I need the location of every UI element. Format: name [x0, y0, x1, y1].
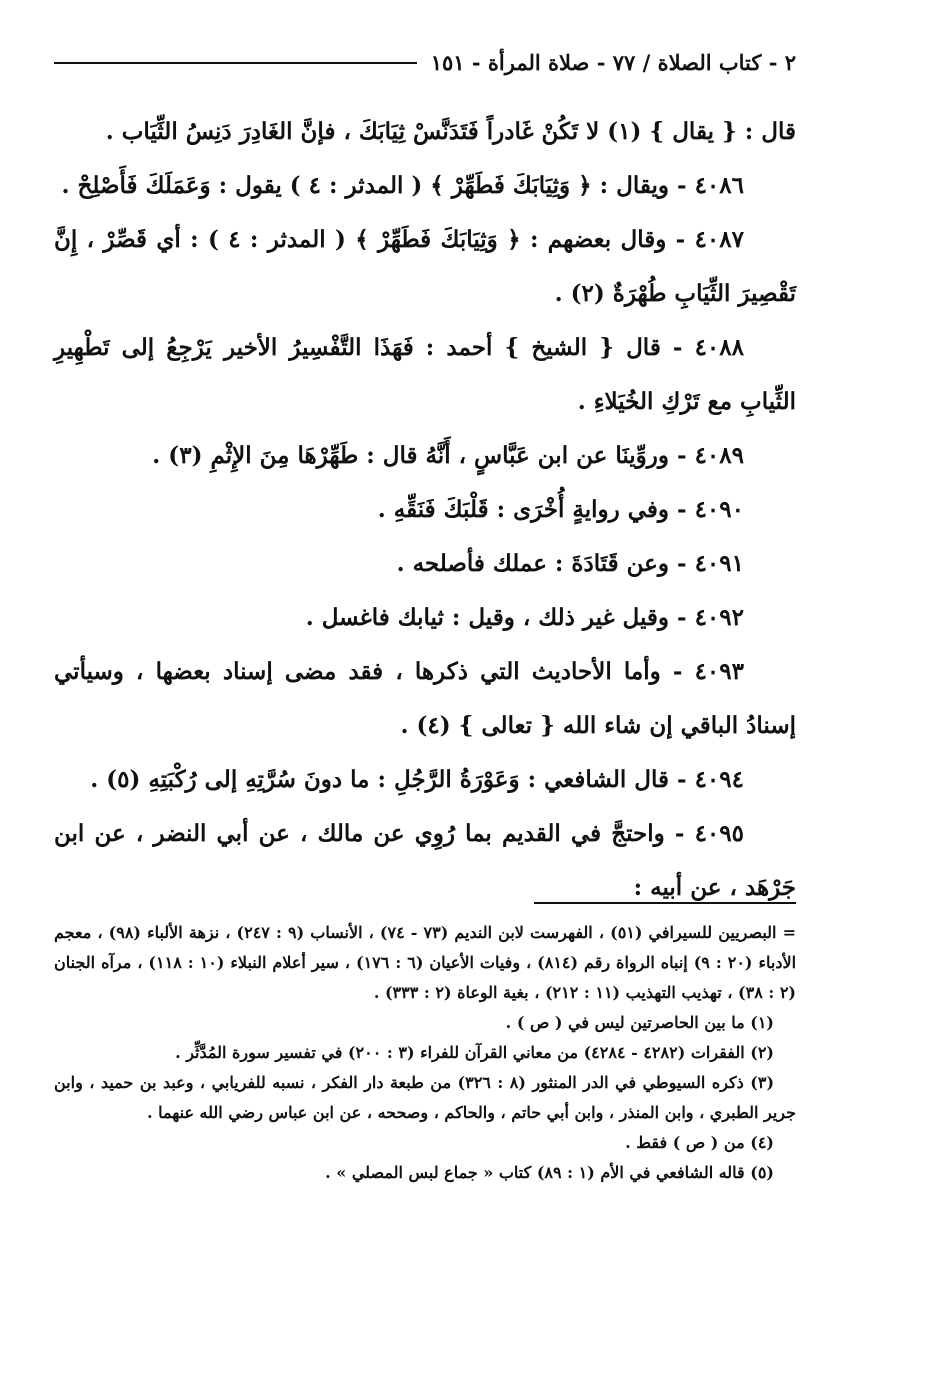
paragraph-4087	[54, 213, 796, 321]
footnote-separator	[534, 902, 796, 904]
paragraph-4090	[54, 483, 796, 537]
footnote-1: (١) ما بين الحاصرتين ليس في ( ص ) .	[505, 1013, 774, 1032]
paragraph-number: ٤٠٨٧	[694, 226, 744, 253]
footnote-4: (٤) من ( ص ) فقط .	[625, 1133, 774, 1152]
paragraph-text: - وعن قَتَادَةَ : عملك فأصلحه .	[396, 550, 695, 577]
paragraph-4095	[54, 807, 796, 915]
paragraph-text: - وقيل غير ذلك ، وقيل : ثيابك فاغسل .	[305, 604, 695, 631]
footnote-5: (٥) قاله الشافعي في الأم (١ : ٨٩) كتاب « جماع لبس المصلي » .	[325, 1163, 774, 1182]
paragraph-number: ٤٠٩١	[694, 550, 744, 577]
paragraph-number: ٤٠٨٩	[694, 442, 744, 469]
paragraph-4088	[54, 321, 796, 429]
paragraph-4089	[54, 429, 796, 483]
paragraph-text: - وفي روايةٍ أُخْرَى : قَلْبَكَ فَنَقِّهِ .	[377, 496, 695, 523]
paragraph-text: - وأما الأحاديث التي ذكرها ، فقد مضى إسناد بعضها ، وسيأتي إسنادُ الباقي إن شاء الله { تعالى } (٤) .	[54, 658, 796, 739]
paragraph-number: ٤٠٩٤	[694, 766, 744, 793]
paragraph-4092	[54, 591, 796, 645]
paragraph-text: - واحتجَّ في القديم بما رُوِي عن مالك ، عن أبي النضر ، عن ابن جَرْهَد ، عن أبيه :	[54, 820, 796, 901]
footnote-continuation: = البصريين للسيرافي (٥١) ، الفهرست لابن النديم (٧٣ - ٧٤) ، الأنساب (٩ : ٢٤٧) ، نزهة الألباء (٩٨) ، معجم الأدباء (٢٠ : ٩) إنباه الرواة رقم (٨١٤) ، وفيات الأعيان (٦ : ١٧٦) ، سير أعلام النبلاء (١٠ : ١١٨) ، مرآه الجنان (٢ : ٣٨) ، تهذيب التهذيب (١١ : ٢١٢) ، بغية الوعاة (٢ : ٣٣٣) .	[54, 923, 797, 1002]
paragraph-4086	[54, 159, 796, 213]
paragraph-number: ٤٠٨٨	[694, 334, 744, 361]
footnote-2: (٢) الفقرات (٤٢٨٢ - ٤٢٨٤) من معاني القرآن للفراء (٣ : ٢٠٠) في تفسير سورة المُدَّثِّر .	[175, 1043, 774, 1062]
paragraph-4094	[54, 753, 796, 807]
paragraph-text: - وروِّينَا عن ابن عَبَّاسٍ ، أَنَّهُ قال : طَهِّرْهَا مِنَ الإِثْمِ (٣) .	[152, 442, 695, 469]
paragraph-text: - وقال بعضهم : ﴿ وَثِيَابَكَ فَطَهِّرْ ﴾ ( المدثر : ٤ ) : أي قَصِّرْ ، إِنَّ تَقْصِيرَ الثِّيَابِ طُهْرَةٌ (٢) .	[54, 226, 796, 307]
running-header	[54, 50, 796, 75]
paragraph-number: ٤٠٩٠	[694, 496, 744, 523]
paragraph-number: ٤٠٨٦	[694, 172, 744, 199]
main-text	[54, 105, 796, 915]
paragraph-text: - قال { الشيخ } أحمد : فَهَذَا التَّفْسِيرُ الأخير يَرْجِعُ إلى تَطْهِيرِ الثِّيابِ مع تَرْكِ الخُيَلاءِ .	[54, 334, 796, 415]
paragraph-continuation: قال : { يقال } (١) لا تَكُنْ غَادراً فَتَدَنَّسْ ثِيَابَكَ ، فإنَّ الغَادِرَ دَنِسُ الثِّيَاب .	[105, 118, 796, 145]
paragraph-text: - قال الشافعي : وَعَوْرَةُ الرَّجُلِ : ما دونَ سُرَّتِهِ إلى رُكْبَتِهِ (٥) .	[90, 766, 695, 793]
paragraph-4093	[54, 645, 796, 753]
footnote-3: (٣) ذكره السيوطي في الدر المنثور (٨ : ٣٢٦) من طبعة دار الفكر ، نسبه للفريابي ، وعبد بن حميد ، وابن جرير الطبري ، وابن المنذر ، وابن أبي حاتم ، والحاكم ، وصححه ، عن ابن عباس رضي الله عنهما .	[54, 1073, 796, 1122]
header-rule	[54, 62, 417, 64]
paragraph-number: ٤٠٩٢	[694, 604, 744, 631]
paragraph-text: - ويقال : ﴿ وَثِيَابَكَ فَطَهِّرْ ﴾ ( المدثر : ٤ ) يقول : وَعَمَلَكَ فَأَصْلِحْ .	[61, 172, 695, 199]
running-title: ٢ - كتاب الصلاة / ٧٧ - صلاة المرأة - ١٥١	[430, 50, 796, 75]
paragraph-number: ٤٠٩٥	[694, 820, 744, 847]
paragraph-4091	[54, 537, 796, 591]
footnotes	[54, 918, 796, 1188]
paragraph-number: ٤٠٩٣	[694, 658, 744, 685]
